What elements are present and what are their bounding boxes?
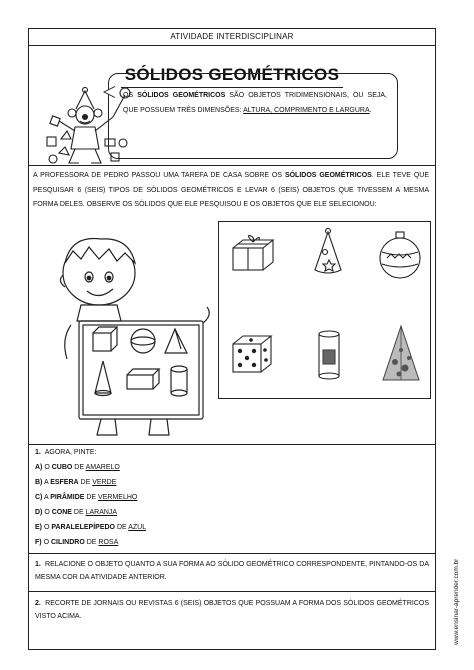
q3-divider	[29, 591, 435, 592]
party-hat-icon	[311, 228, 345, 278]
q2-divider	[29, 553, 435, 554]
solid-name: CUBO	[51, 464, 73, 471]
list-item: F) O CILINDRO DE ROSA	[35, 539, 119, 546]
color-name: ROSA	[98, 539, 119, 546]
q1-divider	[29, 444, 435, 445]
worksheet	[28, 28, 436, 650]
section-divider	[29, 165, 435, 166]
color-name: VERDE	[92, 479, 117, 486]
q3-number: 2.	[35, 600, 41, 607]
intro-text-3: .	[369, 107, 372, 114]
task-bold-term: SÓLIDOS GEOMÉTRICOS	[284, 172, 372, 179]
color-name: AMARELO	[85, 464, 120, 471]
solid-name: CONE	[51, 509, 72, 516]
watermark-text: www.ensinar-aprender.com.br	[453, 558, 460, 645]
pyramid-paperweight-icon	[379, 322, 423, 386]
list-item: E) O PARALELEPÍPEDO DE AZUL	[35, 524, 147, 531]
solid-name: ESFERA	[50, 479, 79, 486]
solid-name: CILINDRO	[50, 539, 85, 546]
q2-number: 1.	[35, 561, 41, 568]
soda-can-icon	[315, 328, 343, 382]
color-name: LARANJA	[85, 509, 118, 516]
watermark	[444, 470, 460, 650]
color-name: AZUL	[128, 524, 147, 531]
dice-icon	[229, 332, 277, 376]
subject-header: ATIVIDADE INTERDISCIPLINAR	[170, 32, 294, 41]
q2-text: 1. RELACIONE O OBJETO QUANTO A SUA FORMA AO SÓLIDO GEOMÉTRICO CORRESPONDENTE, PINTANDO-OS DA MESMA COR DA ATIVIDADE ANTERIOR.	[35, 561, 429, 581]
page-title: SÓLIDOS GEOMÉTRICOS	[121, 65, 343, 85]
header-divider	[29, 45, 435, 46]
task-paragraph	[29, 169, 433, 213]
task-text-1: A PROFESSORA DE PEDRO PASSOU UMA TAREFA DE CASA SOBRE OS	[33, 172, 285, 179]
list-item: B) A ESFERA DE VERDE	[35, 479, 117, 486]
ornament-ball-icon	[377, 228, 423, 280]
q1-number: 1.	[35, 449, 41, 456]
gift-box-icon	[229, 234, 277, 274]
task-text-2: . ELE TEVE QUE PESQUISAR 6 (SEIS) TIPOS DE SÓLIDOS GEOMÉTRICOS E LEVAR 6 (SEIS) OBJETOS QUE TIVESSEM A MESMA FORMA DELES. OBSERVE OS SÓLIDOS QUE ELE PESQUISOU E OS OBJETOS QUE ELE SELECIONOU:	[33, 172, 430, 208]
boy-with-solids-board	[41, 229, 213, 441]
intro-bold-term: SÓLIDOS GEOMÉTRICOS	[137, 92, 226, 99]
q3-text: 2. RECORTE DE JORNAIS OU REVISTAS 6 (SEIS) OBJETOS QUE POSSUAM A FORMA DOS SÓLIDOS GEOMÉTRICOS VISTO ACIMA.	[35, 600, 430, 620]
color-name: VERMELHO	[98, 494, 138, 501]
intro-dimensions: ALTURA, COMPRIMENTO E LARGURA	[243, 107, 370, 114]
solid-name: PARALELEPÍPEDO	[51, 524, 115, 531]
definition-bubble	[108, 73, 398, 159]
q1-heading	[35, 449, 96, 456]
intro-text-2: SÃO OBJETOS TRIDIMENSIONAIS, OU SEJA, QUE POSSUEM TRÊS DIMENSÕES:	[123, 92, 388, 114]
list-item: D) O CONE DE LARANJA	[35, 509, 118, 516]
q1-title: AGORA, PINTE:	[44, 449, 97, 456]
objects-box	[218, 221, 431, 399]
list-item: C) A PIRÂMIDE DE VERMELHO	[35, 494, 138, 501]
list-item: A) O CUBO DE AMARELO	[35, 464, 120, 471]
intro-text-1: OS	[123, 92, 138, 99]
solid-name: PIRÂMIDE	[50, 494, 85, 501]
